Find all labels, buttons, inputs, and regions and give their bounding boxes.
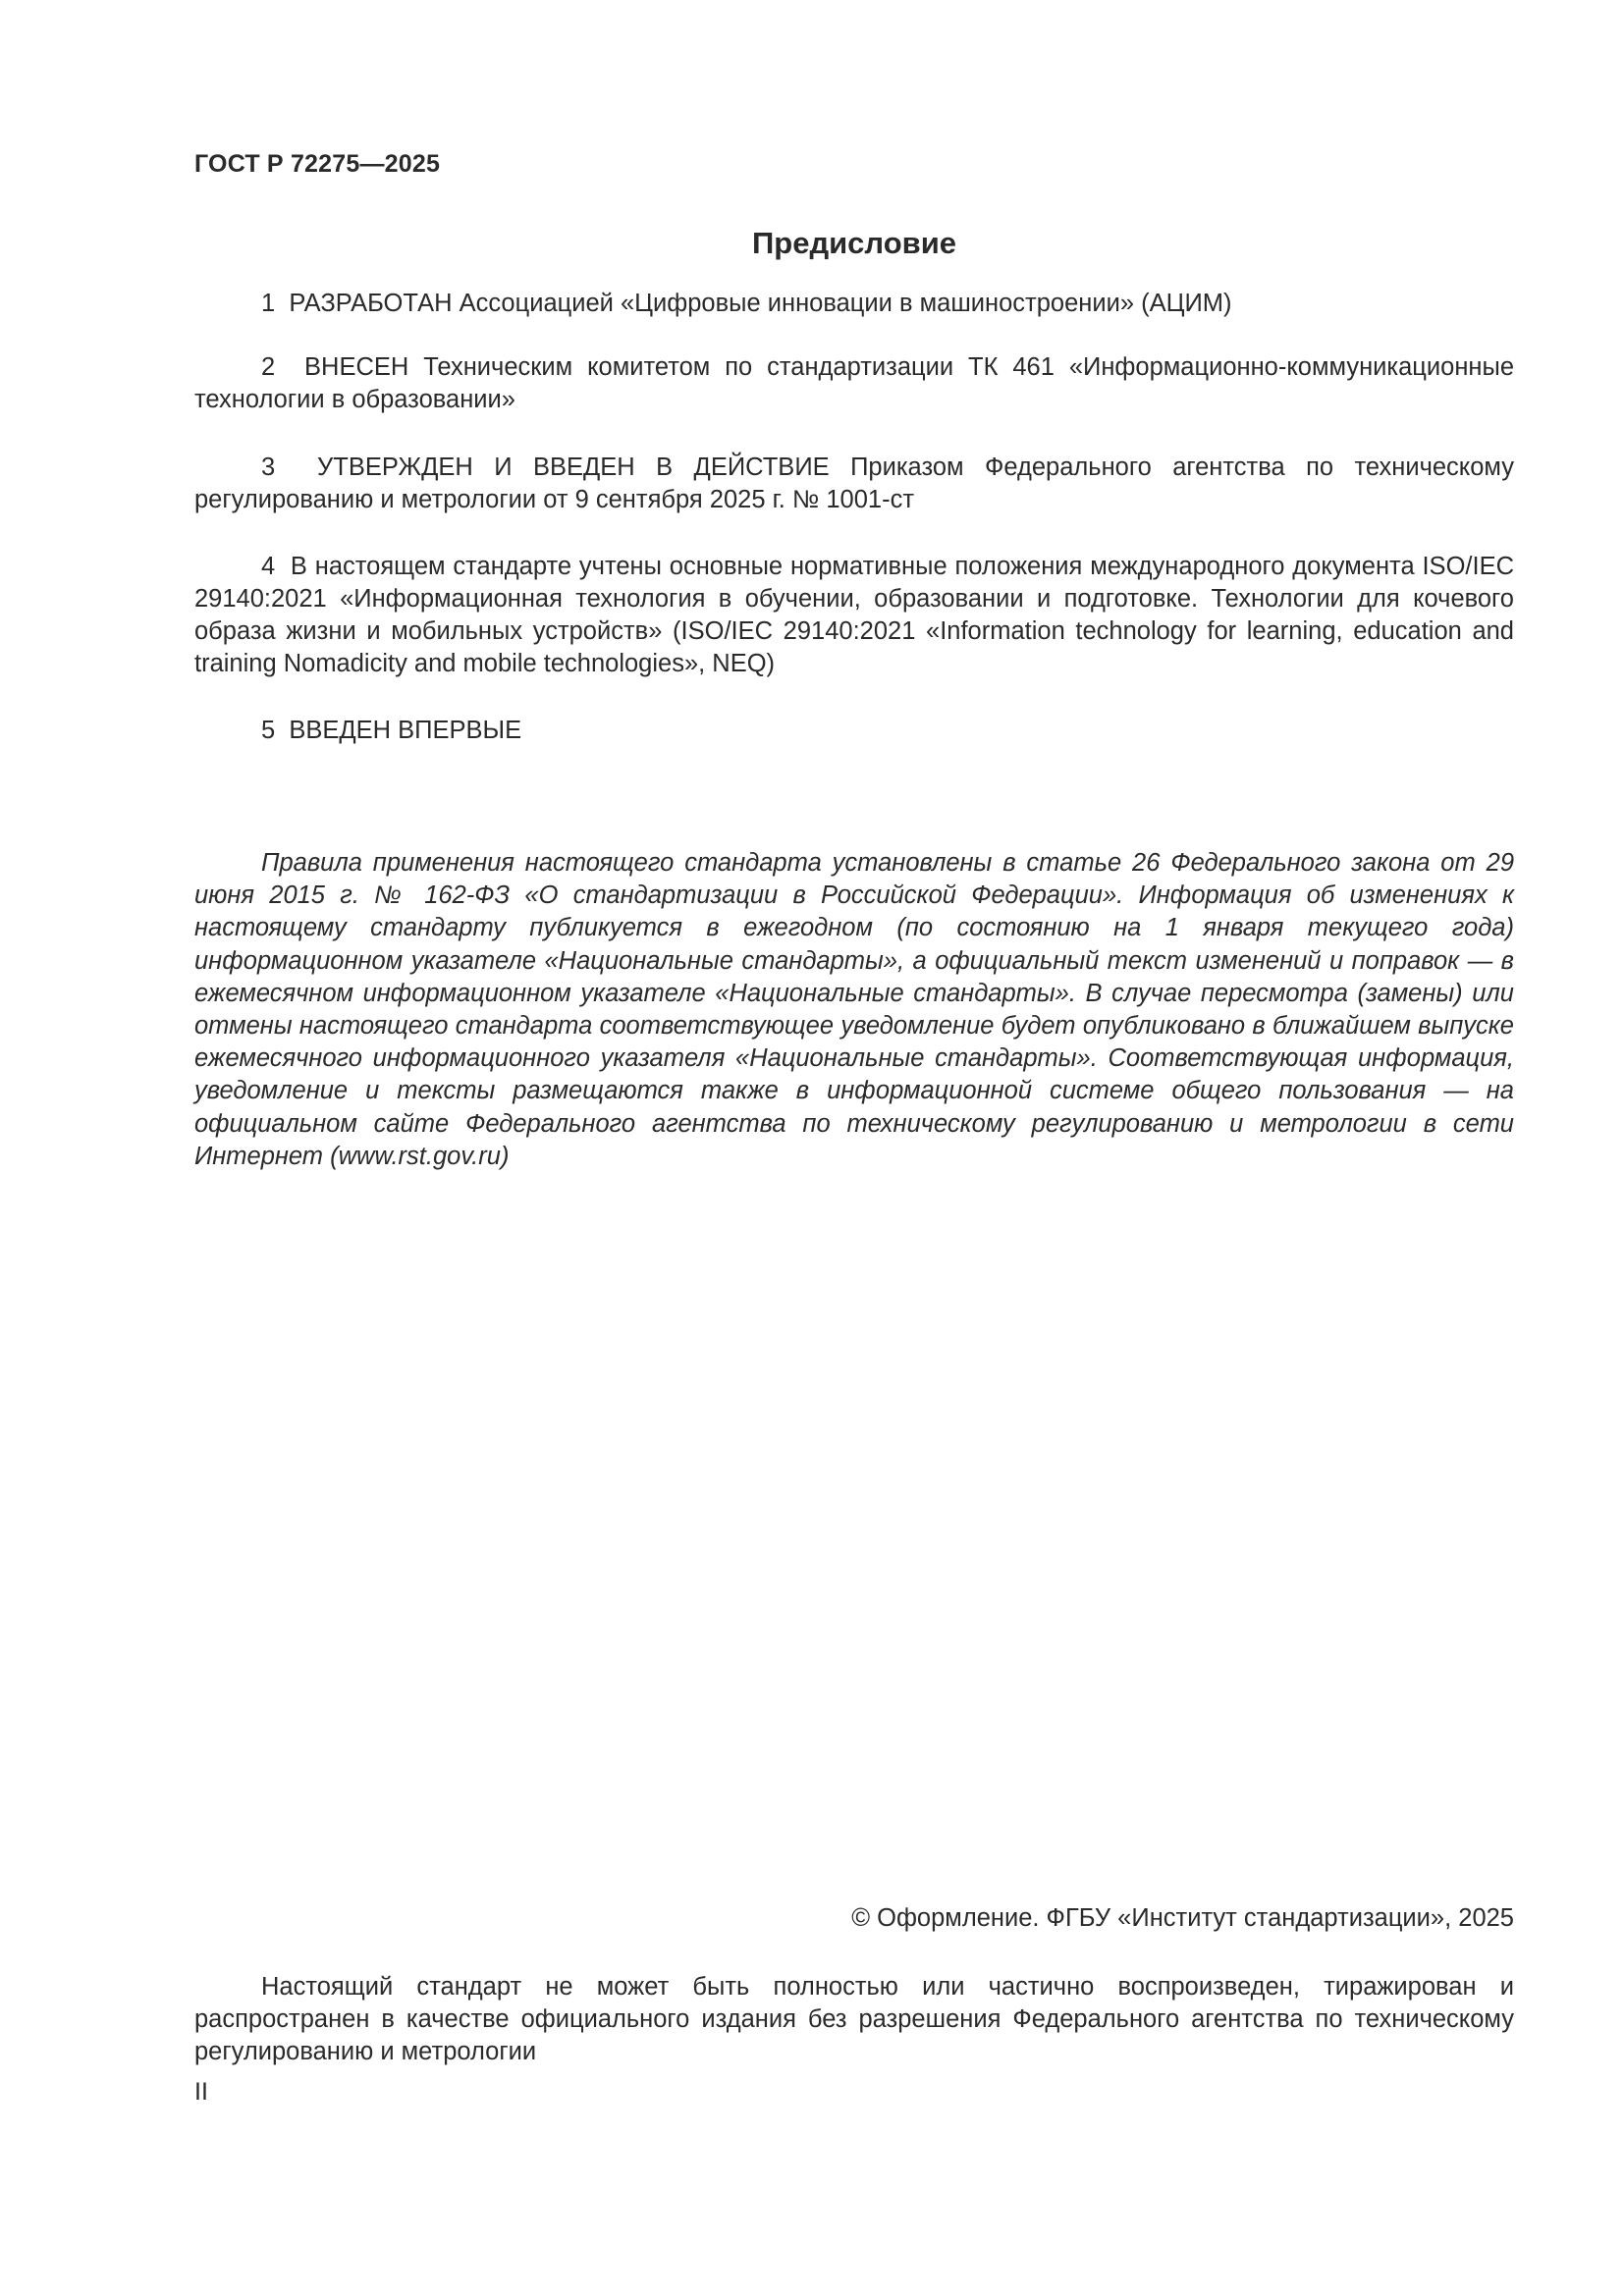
- copyright-line: © Оформление. ФГБУ «Институт стандартизации», 2025: [851, 1904, 1514, 1932]
- preface-item-4: [194, 551, 1514, 680]
- document-code: ГОСТ Р 72275—2025: [194, 150, 441, 178]
- item-number: 4: [261, 553, 276, 580]
- preface-item-5: [194, 715, 1514, 747]
- page-number: II: [194, 2078, 208, 2106]
- item-number: 3: [261, 454, 276, 481]
- item-number: 1: [261, 290, 276, 317]
- preface-title: Предисловие: [751, 226, 956, 260]
- reproduction-notice: Настоящий стандарт не может быть полностью или частично воспроизведен, тиражирован и распространен в качестве официального издания без разрешения Федерального агентства по техническому регулированию и метрологии: [194, 1973, 1514, 2065]
- item-text: РАЗРАБОТАН Ассоциацией «Цифровые инновации в машиностроении» (АЦИМ): [289, 290, 1232, 317]
- preface-item-3: [194, 452, 1514, 516]
- item-text: УТВЕРЖДЕН И ВВЕДЕН В ДЕЙСТВИЕ Приказом Федерального агентства по техническому регулированию и метрологии от 9 сентября 2025 г. № 1001-ст: [194, 454, 1514, 513]
- item-text: В настоящем стандарте учтены основные нормативные положения международного документа ISO/IEC 29140:2021 «Информационная технология в обучении, образовании и подготовке. Технологии для кочевого образа жизни и мобильных устройств» (ISO/IEC 29140:2021 «Information technology for learning, education and training Nomadicity and mobile technologies», NEQ): [194, 553, 1514, 677]
- rules-notice: Правила применения настоящего стандарта установлены в статье 26 Федерального закона от 29 июня 2015 г. № 162-ФЗ «О стандартизации в Российской Федерации». Информация об изменениях к настоящему стандарту публикуется в ежегодном (по состоянию на 1 января текущего года) информационном указателе «Национальные стандарты», а официальный текст изменений и поправок — в ежемесячном информационном указателе «Национальные стандарты». В случае пересмотра (замены) или отмены настоящего стандарта соответствующее уведомление будет опубликовано в ближайшем выпуске ежемесячного информационного указателя «Национальные стандарты». Соответствующая информация, уведомление и тексты размещаются также в информационной системе общего пользования — на официальном сайте Федерального агентства по техническому регулированию и метрологии в сети Интернет (www.rst.gov.ru): [194, 849, 1514, 1170]
- item-text: ВНЕСЕН Техническим комитетом по стандартизации ТК 461 «Информационно-коммуникационные технологии в образовании»: [194, 353, 1514, 413]
- item-number: 5: [261, 717, 276, 744]
- item-number: 2: [261, 353, 276, 381]
- item-text: ВВЕДЕН ВПЕРВЫЕ: [289, 717, 522, 744]
- preface-item-2: [194, 351, 1514, 416]
- preface-item-1: [194, 288, 1514, 320]
